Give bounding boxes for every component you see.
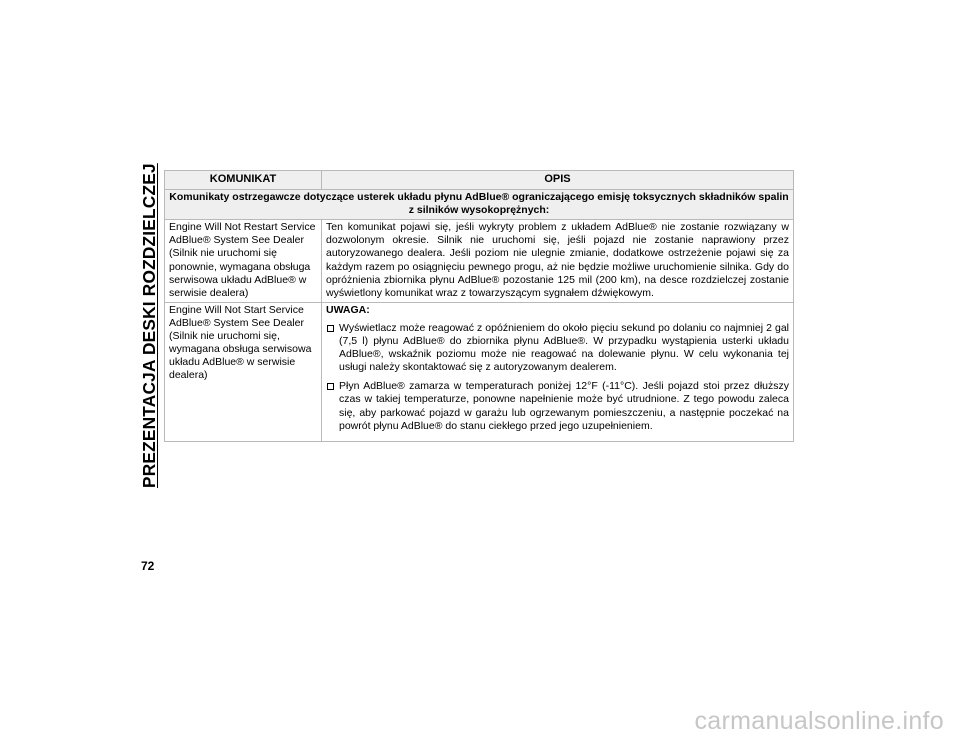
table-header-row	[165, 171, 794, 190]
table-row	[165, 302, 794, 441]
section-title-text: PREZENTACJA DESKI ROZDZIELCZEJ	[139, 163, 159, 488]
note-bullet-text: Wyświetlacz może reagować z opóźnieniem do około pięciu sekund po dolaniu co najmniej 2 gal (7,5 l) płynu AdBlue® do zbiornika płynu AdBlue®. W przypadku wystąpienia usterki układu AdBlue®, wskaźnik poziomu może nie reagować na dolewanie płynu. W celu wykonania tej usługi należy skontaktować się z autoryzowanym dealerem.	[339, 321, 789, 374]
message-cell: Engine Will Not Restart Service AdBlue® System See Dealer (Silnik nie uruchomi się ponownie, wymagana obsługa serwisowa układu AdBlue® w serwisie dealera)	[165, 220, 322, 303]
watermark: carmanualsonline.info	[694, 707, 944, 735]
note-label: UWAGA:	[326, 303, 370, 316]
note-bullet	[326, 380, 789, 432]
checkbox-bullet-icon	[327, 325, 334, 332]
group-title: Komunikaty ostrzegawcze dotyczące usterek układu płynu AdBlue® ograniczającego emisję toksycznych składników spalin z silników wysokoprężnych:	[165, 190, 794, 220]
description-cell: Ten komunikat pojawi się, jeśli wykryty problem z układem AdBlue® nie zostanie rozwiązany w dozwolonym okresie. Silnik nie uruchomi się, jeśli pojazd nie zostanie naprawiony przez autoryzowanego dealera. Jeśli poziom nie ulegnie zmianie, dodatkowe ostrzeżenie pojawi się za każdym razem po osiągnięciu pewnego progu, aż nie będzie możliwe uruchomienie silnika. Gdy do opróżnienia zbiornika płynu AdBlue® pozostanie 125 mil (200 km), na desce rozdzielczej zostanie wyświetlony komunikat wraz z towarzyszącym sygnałem dźwiękowym.	[322, 220, 794, 303]
note-bullet-text: Płyn AdBlue® zamarza w temperaturach poniżej 12°F (-11°C). Jeśli pojazd stoi przez dłuższy czas w takiej temperaturze, ponowne napełnienie może być utrudnione. Z tego powodu zaleca się, aby parkować pojazd w garażu lub ogrzewanym pomieszczeniu, a następnie poczekać na powrót płynu AdBlue® do stanu ciekłego przed jego uzupełnieniem.	[339, 380, 789, 432]
description-cell	[322, 302, 794, 441]
warning-messages-table	[164, 170, 794, 442]
column-header-description: OPIS	[322, 171, 794, 190]
note-bullet	[326, 322, 789, 374]
section-side-title	[136, 163, 162, 488]
checkbox-bullet-icon	[327, 383, 334, 390]
column-header-message: KOMUNIKAT	[165, 171, 322, 190]
group-header-row	[165, 190, 794, 220]
table-row	[165, 220, 794, 303]
page-number: 72	[141, 559, 155, 573]
message-cell: Engine Will Not Start Service AdBlue® System See Dealer (Silnik nie uruchomi się, wymagana obsługa serwisowa układu AdBlue® w serwisie dealera)	[165, 302, 322, 441]
